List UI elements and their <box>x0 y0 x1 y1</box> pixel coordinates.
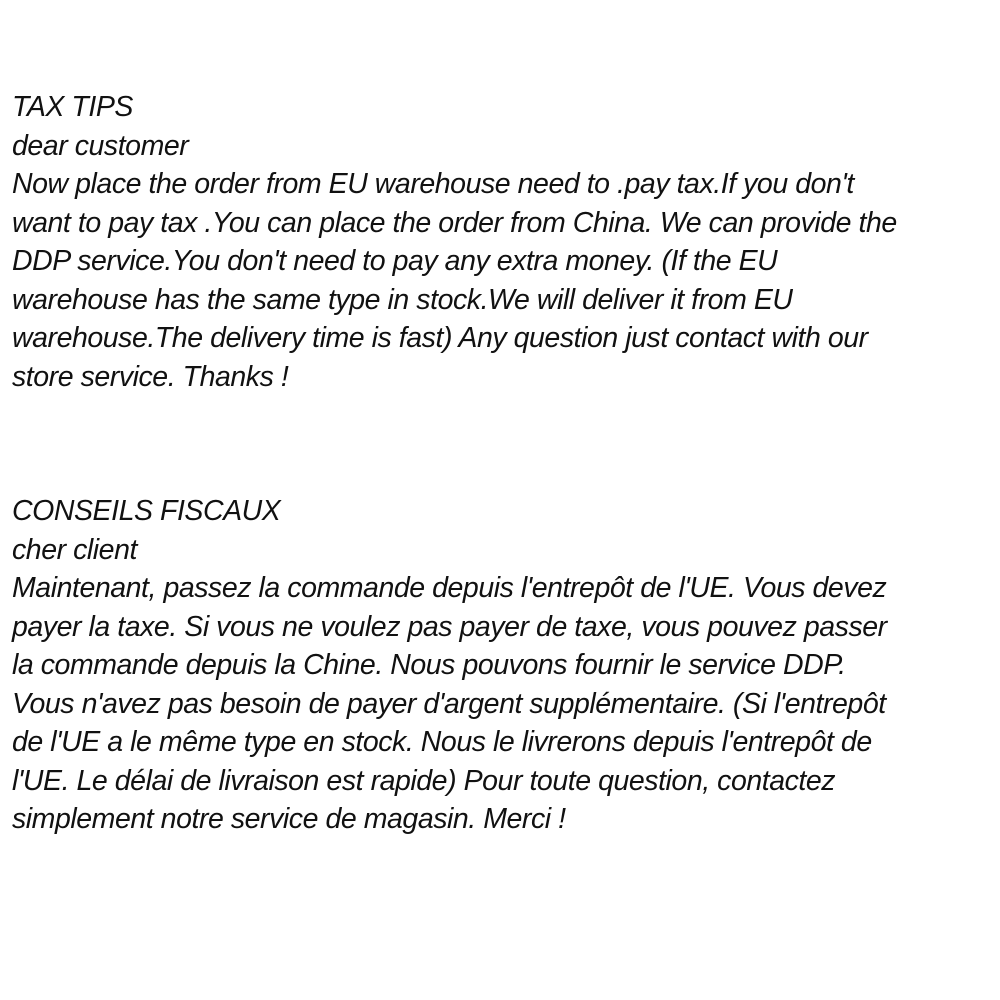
french-body-line: simplement notre service de magasin. Merci ! <box>12 803 566 835</box>
french-body-line: la commande depuis la Chine. Nous pouvons fournir le service DDP. <box>12 649 846 681</box>
french-body-line: Vous n'avez pas besoin de payer d'argent supplémentaire. (Si l'entrepôt <box>12 687 886 720</box>
english-body-line: store service. Thanks ! <box>12 360 289 393</box>
english-body-line: want to pay tax .You can place the order from China. We can provide the <box>12 206 897 239</box>
french-notice <box>12 492 997 839</box>
french-body-line: l'UE. Le délai de livraison est rapide) Pour toute question, contactez <box>12 764 836 797</box>
english-greeting: dear customer <box>12 129 189 162</box>
english-body-line: Now place the order from EU warehouse need to .pay tax.If you don't <box>12 168 854 200</box>
french-body-line: payer la taxe. Si vous ne voulez pas payer de taxe, vous pouvez passer <box>12 610 887 643</box>
french-title: CONSEILS FISCAUX <box>12 495 281 527</box>
french-body-line: Maintenant, passez la commande depuis l'entrepôt de l'UE. Vous devez <box>12 572 887 604</box>
french-body-line: de l'UE a le même type en stock. Nous le livrerons depuis l'entrepôt de <box>12 726 872 758</box>
english-body-line: warehouse.The delivery time is fast) Any question just contact with our <box>12 322 868 354</box>
english-title: TAX TIPS <box>12 91 133 123</box>
english-notice <box>12 88 997 396</box>
english-body-line: DDP service.You don't need to pay any extra money. (If the EU <box>12 245 778 277</box>
french-greeting: cher client <box>12 533 137 566</box>
english-body-line: warehouse has the same type in stock.We will deliver it from EU <box>12 283 793 316</box>
